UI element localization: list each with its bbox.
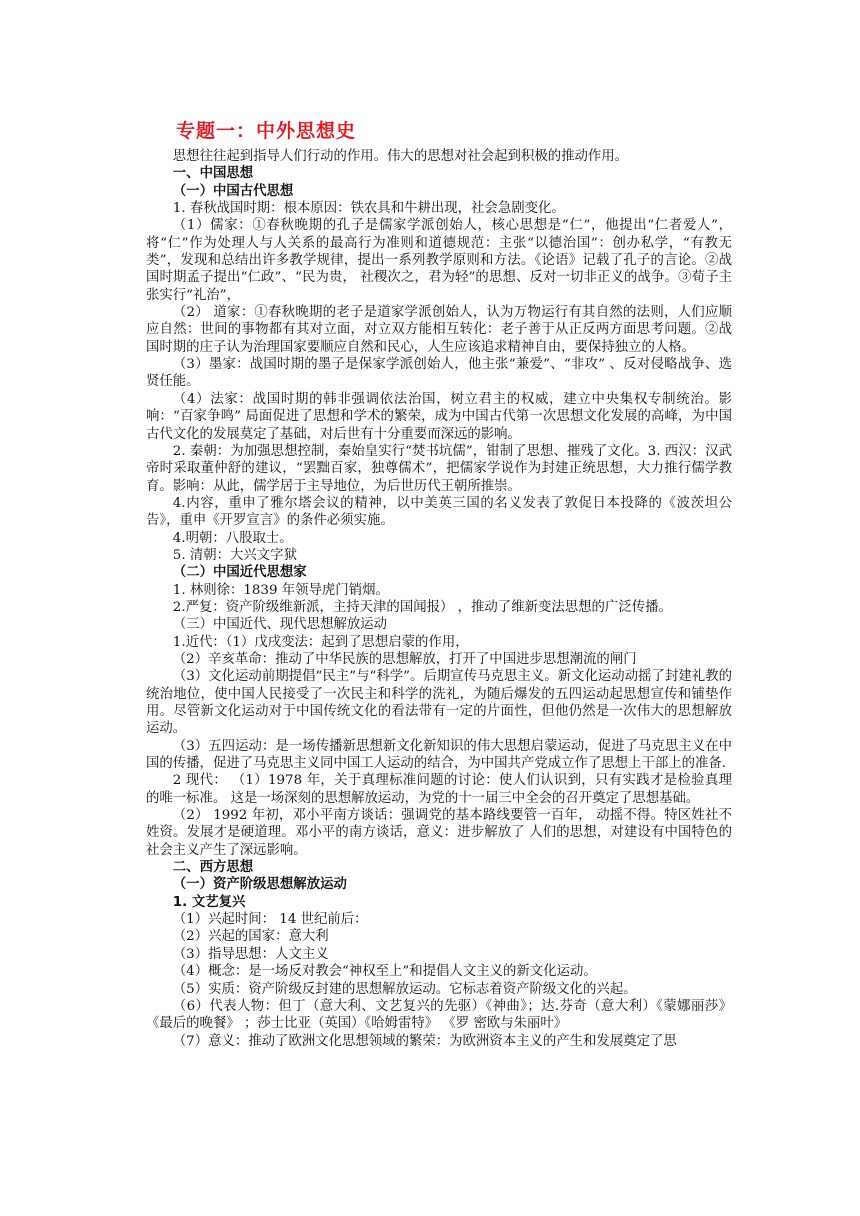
paragraph: 4.内容，重申了雅尔塔会议的精神，以中美英三国的名义发表了敦促日本投降的《波茨坦公告》，重申《开罗宣言》的条件必须实施。 (146, 495, 732, 529)
paragraph: （1）兴起时间： 14 世纪前后： (172, 912, 368, 928)
page-title: 专题一：中外思想史 (176, 120, 357, 142)
paragraph: 1. 文艺复兴 (172, 894, 246, 910)
paragraph: 1.近代：（1）戊戌变法：起到了思想启蒙的作用， (172, 634, 469, 650)
paragraph: （二）中国近代思想家 (172, 565, 307, 581)
paragraph: 2 现代： （1）1978 年，关于真理标准问题的讨论：使人们认识到，只有实践才是检验真理的唯一标准。 这是一场深刻的思想解放运动，为党的十一届三中全会的召开奠定了思想基础。 (146, 773, 732, 806)
paragraph: 1. 春秋战国时期：根本原因：铁农具和牛耕出现，社会急剧变化。 (172, 201, 565, 217)
paragraph: （3）墨家：战国时期的墨子是保家学派创始人，他主张“兼爱”、“非攻” 、反对侵略战争、选贤任能。 (146, 357, 732, 390)
paragraph: （4）概念：是一场反对教会“神权至上”和提倡人文主义的新文化运动。 (172, 964, 597, 980)
paragraph: 二、西方思想 (172, 860, 254, 876)
paragraph: （6）代表人物：但丁（意大利、文艺复兴的先驱）《神曲》；达.芬奇（意大利）《蒙娜丽莎》《最后的晚餐》 ；莎士比亚（英国）《哈姆雷特》 《罗 密欧与朱丽叶》 (146, 998, 732, 1032)
paragraph: （3）五四运动：是一场传播新思想新文化新知识的伟大思想启蒙运动，促进了马克思主义在中国的传播，促进了马克思主义同中国工人运动的结合，为中国共产党成立作了思想上干部上的准备. (146, 738, 732, 772)
paragraph: （3）文化运动前期提倡“民主”与“科学”。后期宣传马克思主义。新文化运动动摇了封建礼教的统治地位，使中国人民接受了一次民主和科学的洗礼，为随后爆发的五四运动起思想宣传和铺垫作用。尽管新文化运动对于中国传统文化的看法带有一定的片面性，但他仍然是一次伟大的思想解放运动。 (146, 669, 732, 737)
paragraph: 思想往往起到指导人们行动的作用。伟大的思想对社会起到积极的推动作用。 (172, 149, 629, 164)
paragraph: （一）资产阶级思想解放运动 (172, 877, 347, 893)
document-body (146, 148, 732, 1050)
paragraph: 1. 林则徐：1839 年领导虎门销烟。 (172, 582, 389, 598)
paragraph: （7）意义：推动了欧洲文化思想领域的繁荣：为欧洲资本主义的产生和发展奠定了思 (172, 1033, 677, 1049)
paragraph: （2）辛亥革命：推动了中华民族的思想解放，打开了中国进步思想潮流的闸门 (172, 651, 637, 667)
paragraph: 5. 清朝：大兴文字狱 (172, 547, 297, 563)
paragraph: 2.严复：资产阶级维新派，主持天津的国闻报） ，推动了维新变法思想的广泛传播。 (172, 599, 672, 615)
paragraph: （3）指导思想：人文主义 (172, 946, 329, 962)
paragraph: （2） 1992 年初，邓小平南方谈话：强调党的基本路线要管一百年， 动摇不得。特区姓社不姓资。发展才是硬道理。邓小平的南方谈话，意义：进步解放了 人们的思想，对建设有中国特色的社会主义产生了深远影响。 (146, 808, 732, 858)
paragraph: （一）中国古代思想 (172, 183, 294, 199)
paragraph: 4.明朝：八股取士。 (172, 530, 293, 546)
paragraph: （2）兴起的国家：意大利 (172, 929, 329, 945)
paragraph: （三）中国近代、现代思想解放运动 (172, 617, 388, 633)
paragraph: （5）实质：资产阶级反封建的思想解放运动。它标志着资产阶级文化的兴起。 (172, 981, 637, 997)
paragraph: （4）法家：战国时期的韩非强调依法治国，树立君主的权威，建立中央集权专制统治。影响：“百家争鸣” 局面促进了思想和学术的繁荣，成为中国古代第一次思想文化发展的高峰，为中国古代文化的发展莫定了基础，对后世有十分重要而深远的影响。 (146, 391, 732, 442)
paragraph: （2） 道家：①春秋晚期的老子是道家学派创始人，认为万物运行有其自然的法则，人们应顺应自然：世间的事物都有其对立面，对立双方能相互转化：老子善于从正反两方面思考问题。②战国时期的庄子认为治理国家要顺应自然和民心，人生应该追求精神自由，要保持独立的人格。 (146, 305, 732, 355)
paragraph: 2. 秦朝：为加强思想控制，秦始皇实行“焚书坑儒”，钳制了思想、摧残了文化。3. 西汉：汉武帝时采取董仲舒的建议，“罢黜百家，独尊儒术”，把儒家学说作为封建正统思想，大力推行儒学教育。影响：从此，儒学居于主导地位，为后世历代王朝所推崇。 (146, 443, 732, 494)
paragraph: （1）儒家：①春秋晚期的孔子是儒家学派创始人，核心思想是“仁”，他提出“仁者爱人”，将“仁”作为处理人与人关系的最高行为准则和道德规范：主张“以德治国”：创办私学，“有教无类”，发现和总结出许多教学规律，提出一系列教学原则和方法。《论语》记载了孔子的言论。②战国时期孟子提出“仁政”、“民为贵， 社稷次之，君为轻”的思想、反对一切非正义的战争。③荀子主张实行“礼治”， (146, 218, 732, 303)
paragraph: 一、中国思想 (172, 166, 254, 182)
